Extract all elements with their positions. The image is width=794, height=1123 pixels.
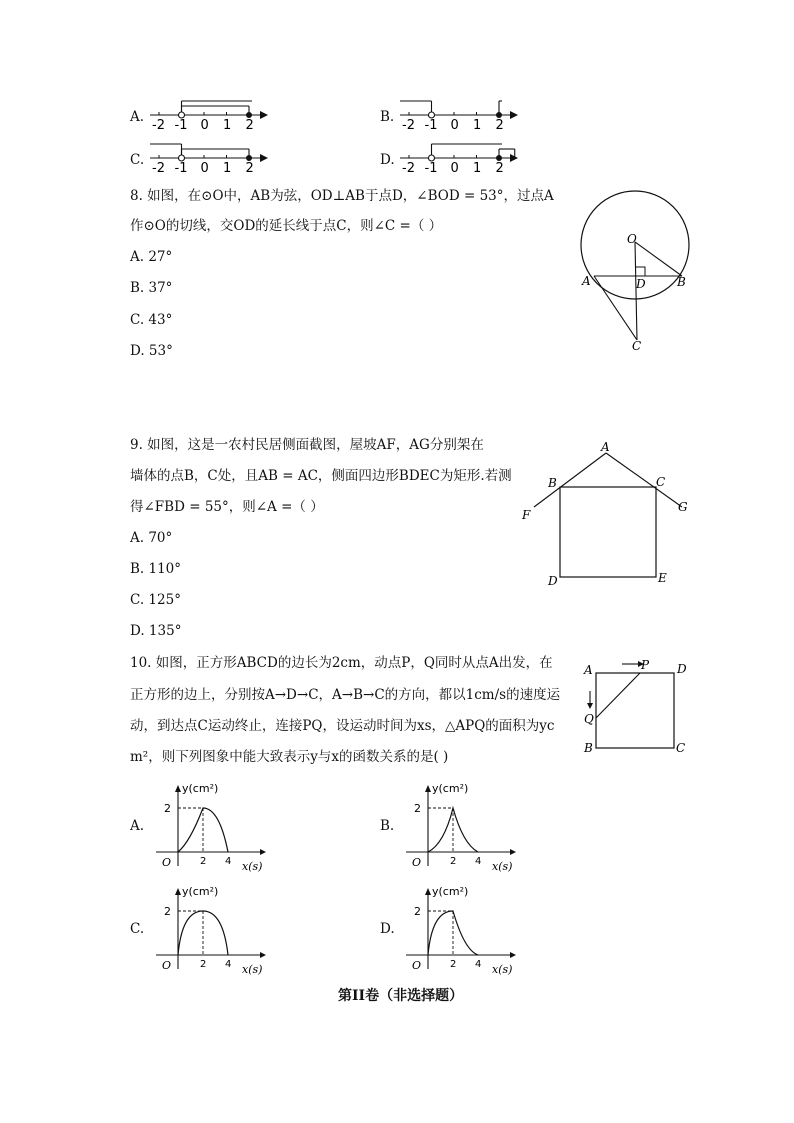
q7-tick-label: 1 — [473, 118, 482, 133]
q7-tick-label: 0 — [200, 118, 209, 133]
q7-option-c-letter[interactable]: C. — [130, 152, 145, 168]
q8-circle-figure — [570, 180, 700, 360]
q10-graph-xtick: 4 — [225, 959, 232, 970]
q8-option-c[interactable]: C. 43° — [130, 312, 173, 328]
q8-label-b: B — [677, 275, 686, 289]
q10-graph-xtick: 2 — [200, 959, 207, 970]
q8-label-o: O — [627, 232, 637, 246]
q10-graph-origin: O — [162, 959, 172, 972]
section-heading: 第II卷（非选择题） — [338, 988, 464, 1004]
q10-graph-xlabel: x(s) — [242, 963, 263, 976]
q7-tick-label: 2 — [245, 161, 254, 176]
q9-option-b[interactable]: B. 110° — [130, 561, 182, 577]
q10-graph-xtick: 4 — [475, 959, 482, 970]
q10-text-line4: m²，则下列图象中能大致表示y与x的函数关系的是( ) — [130, 749, 449, 765]
q9-label-d: D — [548, 574, 558, 588]
q10-graph-origin: O — [412, 856, 422, 869]
q8-text-line1: 8. 如图，在⊙O中，AB为弦，OD⊥AB于点D，∠BOD = 53°，过点A — [130, 188, 554, 204]
q7-tick-label: -1 — [174, 161, 188, 176]
q10-graph-ytick: 2 — [414, 905, 421, 918]
q10-text-line1: 10. 如图，正方形ABCD的边长为2cm，动点P，Q同时从点A出发，在 — [130, 655, 553, 671]
q10-label-q: Q — [584, 712, 594, 726]
q8-option-a[interactable]: A. 27° — [130, 249, 173, 265]
q10-graph-ylabel: y(cm²) — [182, 885, 219, 898]
q10-graph-xlabel: x(s) — [492, 860, 513, 873]
q10-graph-option-c-letter[interactable]: C. — [130, 921, 145, 937]
q9-label-e: E — [658, 571, 667, 585]
q7-tick-label: 1 — [223, 118, 232, 133]
q10-square-figure — [580, 655, 700, 765]
q10-graph-option-b — [402, 782, 542, 872]
q7-option-b-letter[interactable]: B. — [380, 109, 395, 125]
q10-label-d: D — [677, 662, 687, 676]
q9-option-a[interactable]: A. 70° — [130, 530, 173, 546]
q8-option-b[interactable]: B. 37° — [130, 280, 173, 296]
q10-graph-xtick: 4 — [225, 856, 232, 867]
q9-label-c: C — [656, 475, 666, 489]
q10-graph-option-a-letter[interactable]: A. — [130, 818, 145, 834]
q10-label-a: A — [584, 663, 593, 677]
q10-graph-xlabel: x(s) — [242, 860, 263, 873]
q9-text-line1: 9. 如图，这是一农村民居侧面截图，屋坡AF，AG分别架在 — [130, 437, 484, 453]
q10-label-p: P — [641, 658, 650, 672]
q8-option-d[interactable]: D. 53° — [130, 343, 173, 359]
q10-graph-xlabel: x(s) — [492, 963, 513, 976]
q7-tick-label: 0 — [450, 118, 459, 133]
q10-graph-option-a — [152, 782, 292, 872]
q8-label-a: A — [582, 274, 591, 288]
q10-text-line3: 动，到达点C运动终止，连接PQ，设运动时间为xs，△APQ的面积为yc — [130, 718, 555, 734]
q10-graph-option-d-letter[interactable]: D. — [380, 921, 395, 937]
q9-option-d[interactable]: D. 135° — [130, 623, 182, 639]
q10-graph-xtick: 4 — [475, 856, 482, 867]
q10-graph-ytick: 2 — [414, 802, 421, 815]
q10-graph-ytick: 2 — [164, 905, 171, 918]
q7-tick-label: 1 — [473, 161, 482, 176]
q9-house-figure — [510, 435, 700, 595]
q9-text-line2: 墙体的点B，C处，且AB = AC，侧面四边形BDEC为矩形.若测 — [130, 468, 512, 484]
q7-option-d-number-line — [398, 141, 518, 175]
q10-label-c: C — [676, 741, 686, 755]
q7-option-b-number-line — [398, 98, 518, 132]
q7-tick-label: 1 — [223, 161, 232, 176]
q10-graph-xtick: 2 — [200, 856, 207, 867]
q9-label-f: F — [522, 508, 531, 522]
q10-graph-ylabel: y(cm²) — [432, 782, 469, 795]
q10-graph-origin: O — [162, 856, 172, 869]
q7-option-a-letter[interactable]: A. — [130, 109, 145, 125]
q7-tick-label: 0 — [200, 161, 209, 176]
q9-option-c[interactable]: C. 125° — [130, 592, 181, 608]
q10-graph-option-b-letter[interactable]: B. — [380, 818, 395, 834]
q10-text-line2: 正方形的边上，分别按A→D→C，A→B→C的方向，都以1cm/s的速度运 — [130, 687, 561, 703]
q8-label-c: C — [632, 339, 642, 353]
q9-label-a: A — [601, 440, 610, 454]
q10-graph-ylabel: y(cm²) — [182, 782, 219, 795]
q10-label-b: B — [584, 741, 593, 755]
q9-text-line3: 得∠FBD = 55°，则∠A =（ ） — [130, 499, 324, 515]
q7-tick-label: -1 — [424, 161, 438, 176]
q10-graph-ytick: 2 — [164, 802, 171, 815]
q10-graph-option-c — [152, 885, 292, 975]
q7-tick-label: -1 — [174, 118, 188, 133]
q7-option-d-letter[interactable]: D. — [380, 152, 395, 168]
q9-label-g: G — [678, 500, 688, 514]
q7-option-a-number-line — [148, 98, 268, 132]
q7-tick-label: 0 — [450, 161, 459, 176]
q7-tick-label: 2 — [495, 161, 504, 176]
q7-tick-label: -2 — [152, 118, 165, 133]
q7-tick-label: -2 — [152, 161, 165, 176]
q7-tick-label: -2 — [402, 118, 415, 133]
q10-graph-xtick: 2 — [450, 959, 457, 970]
q7-option-c-number-line — [148, 141, 268, 175]
q8-text-line2: 作⊙O的切线，交OD的延长线于点C，则∠C =（ ） — [130, 218, 443, 234]
q7-tick-label: 2 — [245, 118, 254, 133]
q7-tick-label: -2 — [402, 161, 415, 176]
q9-label-b: B — [548, 476, 557, 490]
q7-tick-label: 2 — [495, 118, 504, 133]
q10-graph-option-d — [402, 885, 542, 975]
q7-tick-label: -1 — [424, 118, 438, 133]
q10-graph-origin: O — [412, 959, 422, 972]
q8-label-d: D — [636, 277, 646, 291]
q10-graph-xtick: 2 — [450, 856, 457, 867]
q10-graph-ylabel: y(cm²) — [432, 885, 469, 898]
